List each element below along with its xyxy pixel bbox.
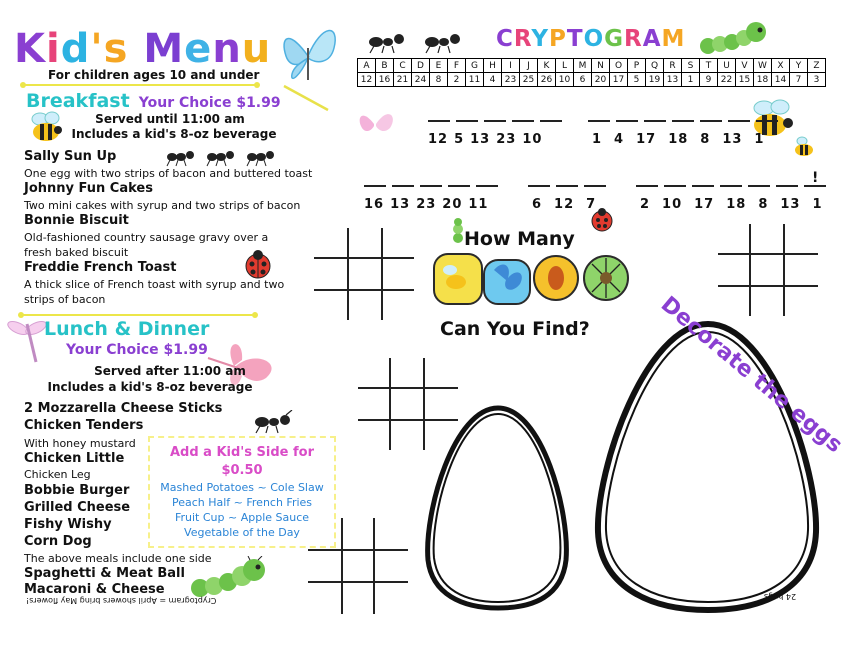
tic-tac-toe-grid[interactable]: [716, 222, 820, 318]
menu-item-desc: Chicken Leg: [24, 468, 91, 481]
lunch-price: Your Choice $1.99: [66, 342, 208, 358]
letter-blank[interactable]: [392, 173, 414, 187]
menu-item-desc: One egg with two strips of bacon and buttered toast: [24, 167, 313, 180]
cryptogram-letter-cell: G: [466, 59, 484, 73]
bee-icon: [792, 136, 816, 158]
egg-outline-large[interactable]: [590, 318, 826, 616]
side-option: Mashed Potatoes ~ Cole Slaw: [160, 481, 324, 494]
cryptogram-letter-cell: C: [394, 59, 412, 73]
menu-item-johnny-fun-cakes: Johnny Fun Cakes: [24, 181, 153, 196]
letter-blank[interactable]: [776, 173, 798, 187]
tic-tac-toe-grid[interactable]: [306, 516, 410, 616]
cryptogram-letter-cell: Z: [808, 59, 826, 73]
cryptogram-code-cell: 26: [538, 73, 556, 87]
cryptogram-letter-cell: M: [574, 59, 592, 73]
cryptogram-letter-cell: Q: [646, 59, 664, 73]
breakfast-price: Your Choice $1.99: [138, 95, 281, 111]
cryptogram-code-cell: 6: [574, 73, 592, 87]
menu-item-bonnie-biscuit: Bonnie Biscuit: [24, 213, 129, 228]
menu-item-fishy-wishy: Fishy Wishy: [24, 517, 112, 532]
lunch-served: Served after 11:00 am: [94, 364, 246, 378]
cryptogram-letter-cell: D: [412, 59, 430, 73]
menu-item-freddie-french-toast: Freddie French Toast: [24, 260, 177, 275]
letter-blank[interactable]: [644, 108, 666, 122]
letter-blank[interactable]: [664, 173, 686, 187]
cryptogram-letter-cell: N: [592, 59, 610, 73]
cryptogram-code-row: [358, 73, 826, 87]
menu-item-desc: The above meals include one side: [24, 552, 212, 565]
cryptogram-code-cell: 19: [646, 73, 664, 87]
letter-blank[interactable]: [512, 108, 534, 122]
menu-item-mozzarella: 2 Mozzarella Cheese Sticks: [24, 401, 223, 416]
cryptogram-word: [636, 173, 826, 212]
side-option: Peach Half ~ French Fries: [171, 496, 313, 509]
cryptogram-code-cell: 21: [394, 73, 412, 87]
cryptogram-code-cell: 10: [556, 73, 574, 87]
cryptogram-code-cell: 2: [448, 73, 466, 87]
letter-blank[interactable]: [636, 173, 658, 187]
breakfast-includes: Includes a kid's 8-oz beverage: [71, 127, 277, 141]
cryptogram-code-cell: 25: [520, 73, 538, 87]
letter-blank[interactable]: [720, 173, 742, 187]
cryptogram-letter-cell: X: [772, 59, 790, 73]
cryptogram-letter-cell: S: [682, 59, 700, 73]
letter-blank[interactable]: [616, 108, 638, 122]
cryptogram-letter-row: [358, 59, 826, 73]
letter-blank[interactable]: [588, 108, 610, 122]
menu-item-spaghetti: Spaghetti & Meat Ball: [24, 566, 185, 581]
letter-blank[interactable]: [364, 173, 386, 187]
cryptogram-letter-cell: I: [502, 59, 520, 73]
cryptogram-code-cell: 8: [430, 73, 448, 87]
cipher-numbers: 12 5 13 23 10: [428, 132, 543, 147]
wand-line-icon: [282, 84, 332, 114]
cryptogram-code-cell: 22: [718, 73, 736, 87]
cryptogram-code-cell: 12: [358, 73, 376, 87]
bugs-title-line-1: How Many: [464, 228, 575, 250]
cryptogram-code-cell: 24: [412, 73, 430, 87]
ants-icon: [366, 28, 474, 54]
letter-blank[interactable]: [748, 173, 770, 187]
letter-blank[interactable]: [428, 108, 450, 122]
cryptogram-letter-cell: E: [430, 59, 448, 73]
breakfast-header: [26, 90, 281, 112]
letter-blank[interactable]: [556, 173, 578, 187]
cryptogram-code-cell: 1: [682, 73, 700, 87]
letter-blank[interactable]: [692, 173, 714, 187]
menu-item-bobbie-burger: Bobbie Burger: [24, 483, 130, 498]
lunch-heading: Lunch & Dinner: [44, 318, 210, 340]
butterfly-icon: [356, 106, 396, 140]
breakfast-heading: Breakfast: [26, 90, 130, 112]
side-box-heading: Add a Kid's Side for: [169, 445, 315, 460]
menu-subtitle: For children ages 10 and under: [48, 68, 260, 82]
cryptogram-letter-cell: L: [556, 59, 574, 73]
cipher-numbers: 2 10 17 18 8 13 1: [640, 197, 823, 212]
cryptogram-code-cell: 11: [466, 73, 484, 87]
letter-blank[interactable]: [540, 108, 562, 122]
letter-blank[interactable]: [584, 173, 606, 187]
letter-blank[interactable]: [728, 108, 750, 122]
exclamation: !: [812, 170, 819, 186]
cryptogram-code-cell: 14: [772, 73, 790, 87]
cryptogram-code-cell: 20: [592, 73, 610, 87]
breakfast-items: [24, 149, 314, 307]
butterfly-icon: [278, 18, 340, 90]
cryptogram-letter-cell: H: [484, 59, 502, 73]
letter-blank[interactable]: [528, 173, 550, 187]
decorate-eggs-label: Decorate the eggs: [655, 292, 847, 458]
letter-blank[interactable]: [448, 173, 470, 187]
cryptogram-letter-cell: R: [664, 59, 682, 73]
menu-item-chicken-little: Chicken Little: [24, 451, 125, 466]
side-option: Vegetable of the Day: [184, 526, 300, 539]
bugs-answer: 24 bugs: [764, 592, 797, 601]
caterpillar-icon: [698, 18, 774, 56]
bugs-title-line-2: Can You Find?: [440, 318, 590, 340]
cryptogram-letter-cell: P: [628, 59, 646, 73]
breakfast-served: Served until 11:00 am: [95, 112, 245, 126]
menu-item-chicken-tenders: Chicken Tenders: [24, 418, 144, 433]
menu-item-desc: With honey mustard: [24, 437, 136, 450]
menu-item-sally-sun-up: Sally Sun Up: [24, 149, 117, 164]
cryptogram-letter-cell: J: [520, 59, 538, 73]
cipher-numbers: 16 13 23 20 11: [364, 197, 489, 212]
egg-outline-small[interactable]: [418, 402, 578, 612]
menu-item-desc: Old-fashioned country sausage gravy over a fresh baked biscuit: [24, 231, 269, 259]
dragonfly-icon: [6, 318, 48, 366]
cryptogram-key: [357, 58, 826, 87]
menu-item-grilled-cheese: Grilled Cheese: [24, 500, 131, 515]
letter-blank[interactable]: [484, 108, 506, 122]
lunch-includes: Includes a kid's 8-oz beverage: [47, 380, 253, 394]
cryptogram-word: [428, 108, 562, 147]
cryptogram-letter-cell: B: [376, 59, 394, 73]
cryptogram-code-cell: 13: [664, 73, 682, 87]
ladybug-icon: [240, 248, 276, 280]
side-option: Fruit Cup ~ Apple Sauce: [174, 511, 310, 524]
cryptogram-code-cell: 9: [700, 73, 718, 87]
cryptogram-code-cell: 5: [628, 73, 646, 87]
cryptogram-code-cell: 17: [610, 73, 628, 87]
cryptogram-code-cell: 23: [502, 73, 520, 87]
letter-blank[interactable]: [420, 173, 442, 187]
letter-blank[interactable]: [672, 108, 694, 122]
cryptogram-letter-cell: A: [358, 59, 376, 73]
letter-blank[interactable]: [476, 173, 498, 187]
cryptogram-letter-cell: Y: [790, 59, 808, 73]
cipher-numbers: 1 4 17 18 8 13 1: [592, 132, 765, 147]
letter-blank[interactable]: [756, 108, 778, 122]
menu-item-mac-cheese: Macaroni & Cheese: [24, 582, 165, 597]
letter-blank[interactable]: [700, 108, 722, 122]
cryptogram-code-cell: 3: [808, 73, 826, 87]
ladybug-icon: [588, 206, 616, 232]
menu-item-corn-dog: Corn Dog: [24, 534, 92, 549]
cipher-numbers: 6 12 7: [532, 197, 597, 212]
bugs-word-icon: [432, 250, 632, 308]
cryptogram-title: CRYPTOGRAM: [496, 26, 686, 52]
menu-item-desc: Two mini cakes with syrup and two strips of bacon: [24, 199, 301, 212]
cryptogram-letter-cell: W: [754, 59, 772, 73]
yellow-rule: [20, 80, 260, 90]
cryptogram-word: [588, 108, 778, 147]
letter-blank[interactable]: [456, 108, 478, 122]
cryptogram-letter-cell: V: [736, 59, 754, 73]
cryptogram-letter-cell: U: [718, 59, 736, 73]
side-box-price: $0.50: [221, 463, 263, 478]
cryptogram-answer: Cryptogram = April showers bring May flowers!: [26, 596, 217, 605]
cryptogram-letter-cell: O: [610, 59, 628, 73]
cryptogram-letter-cell: F: [448, 59, 466, 73]
cryptogram-code-cell: 18: [754, 73, 772, 87]
cryptogram-code-cell: 15: [736, 73, 754, 87]
cryptogram-letter-cell: T: [700, 59, 718, 73]
menu-item-desc: A thick slice of French toast with syrup and two strips of bacon: [24, 278, 285, 306]
menu-title: Kid's Menu: [14, 26, 272, 72]
cryptogram-code-cell: 7: [790, 73, 808, 87]
tic-tac-toe-grid[interactable]: [312, 226, 416, 322]
cryptogram-letter-cell: K: [538, 59, 556, 73]
cryptogram-code-cell: 4: [484, 73, 502, 87]
cryptogram-code-cell: 16: [376, 73, 394, 87]
cryptogram-line-1: [428, 108, 778, 147]
cryptogram-word: [364, 173, 498, 212]
